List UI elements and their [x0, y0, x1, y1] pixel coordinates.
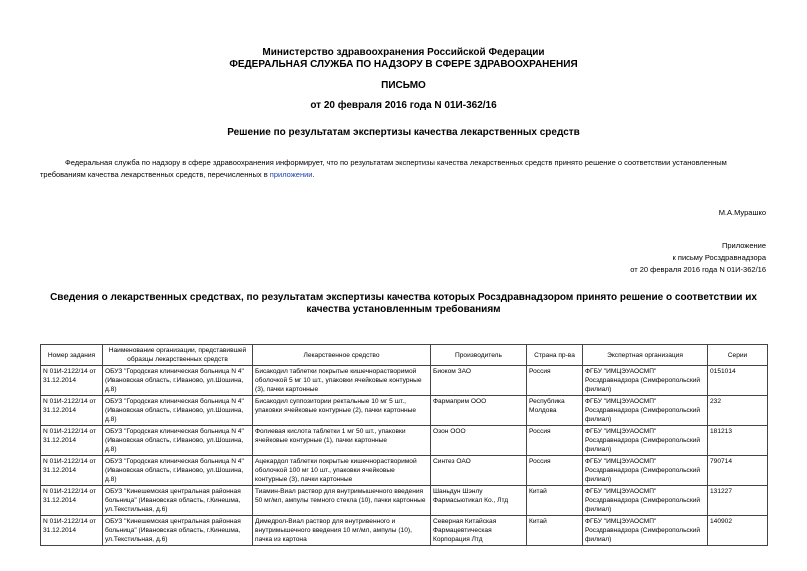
col-manufacturer-cell: Северная Китайская Фармацевтическая Корпорация Лтд: [431, 516, 527, 546]
col-task-number-cell: N 01И-2122/14 от 31.12.2014: [41, 396, 103, 426]
body-text-end: .: [312, 170, 315, 179]
appendix-ref: к письму Росздравнадзора: [672, 253, 766, 262]
col-organization-cell: ОБУЗ "Городская клиническая больница N 4" (Ивановская область, г.Иваново, ул.Шошина, д.8): [103, 426, 253, 456]
table-row: [41, 366, 768, 396]
col-expert-org-cell: ФГБУ "ИМЦЭУАОСМП" Росздравнадзора (Симферопольский филиал): [583, 396, 708, 426]
col-drug-cell: Тиамин-Виал раствор для внутримышечного введения 50 мг/мл, ампулы темного стекла (10), пачки картонные: [253, 486, 431, 516]
appendix-link[interactable]: приложении: [269, 170, 313, 179]
col-drug-cell: Ацекардол таблетки покрытые кишечнорастворимой оболочкой 100 мг 10 шт., упаковки ячейковые контурные (3), пачки картонные: [253, 456, 431, 486]
table-row: [41, 516, 768, 546]
col-expert-org-cell: ФГБУ "ИМЦЭУАОСМП" Росздравнадзора (Симферопольский филиал): [583, 456, 708, 486]
appendix-date: от 20 февраля 2016 года N 01И-362/16: [630, 265, 766, 274]
signature: М.А.Мурашко: [718, 208, 766, 217]
col-drug-cell: Фолиевая кислота таблетки 1 мг 50 шт., упаковки ячейковые контурные (1), пачки картонные: [253, 426, 431, 456]
col-task-number-cell: N 01И-2122/14 от 31.12.2014: [41, 426, 103, 456]
col-manufacturer-cell: Озон ООО: [431, 426, 527, 456]
col-organization-cell: ОБУЗ "Городская клиническая больница N 4" (Ивановская область, г.Иваново, ул.Шошина, д.8): [103, 366, 253, 396]
table-row: [41, 486, 768, 516]
col-expert-org-cell: ФГБУ "ИМЦЭУАОСМП" Росздравнадзора (Симферопольский филиал): [583, 486, 708, 516]
col-organization-header: Наименование организации, представившей образцы лекарственных средств: [103, 345, 253, 366]
col-manufacturer-header: Производитель: [431, 345, 527, 366]
col-task-number-cell: N 01И-2122/14 от 31.12.2014: [41, 366, 103, 396]
col-series-cell: 790714: [708, 456, 768, 486]
col-organization-cell: ОБУЗ "Кинешемская центральная районная больница" (Ивановская область, г.Кинешма, ул.Текстильная, д.6): [103, 516, 253, 546]
col-series-cell: 140902: [708, 516, 768, 546]
col-expert-org-header: Экспертная организация: [583, 345, 708, 366]
letter-title: Решение по результатам экспертизы качества лекарственных средств: [227, 127, 580, 138]
col-country-cell: Республика Молдова: [527, 396, 583, 426]
col-manufacturer-cell: Фармаприм ООО: [431, 396, 527, 426]
doc-date: от 20 февраля 2016 года N 01И-362/16: [310, 100, 497, 111]
table-row: [41, 396, 768, 426]
col-series-cell: 131227: [708, 486, 768, 516]
col-task-number-header: Номер задания: [41, 345, 103, 366]
col-manufacturer-cell: Синтез ОАО: [431, 456, 527, 486]
col-country-cell: Россия: [527, 456, 583, 486]
col-organization-cell: ОБУЗ "Городская клиническая больница N 4" (Ивановская область, г.Иваново, ул.Шошина, д.8): [103, 396, 253, 426]
table-row: [41, 426, 768, 456]
table-header-row: [41, 345, 768, 366]
col-manufacturer-cell: Биоком ЗАО: [431, 366, 527, 396]
table-row: [41, 456, 768, 486]
col-country-header: Страна пр-ва: [527, 345, 583, 366]
col-expert-org-cell: ФГБУ "ИМЦЭУАОСМП" Росздравнадзора (Симферопольский филиал): [583, 366, 708, 396]
col-country-cell: Россия: [527, 366, 583, 396]
col-country-cell: Китай: [527, 486, 583, 516]
col-drug-cell: Димедрол-Виал раствор для внутривенного и внутримышечного введения 10 мг/мл, ампулы (10), пачка из картона: [253, 516, 431, 546]
col-expert-org-cell: ФГБУ "ИМЦЭУАОСМП" Росздравнадзора (Симферопольский филиал): [583, 516, 708, 546]
col-task-number-cell: N 01И-2122/14 от 31.12.2014: [41, 456, 103, 486]
agency-name: ФЕДЕРАЛЬНАЯ СЛУЖБА ПО НАДЗОРУ В СФЕРЕ ЗДРАВООХРАНЕНИЯ: [229, 59, 578, 70]
letter-body: [40, 157, 765, 181]
col-drug-cell: Бисакодил таблетки покрытые кишечнорастворимой оболочкой 5 мг 10 шт., упаковки ячейковые контурные (3), пачки картонные: [253, 366, 431, 396]
col-organization-cell: ОБУЗ "Городская клиническая больница N 4" (Ивановская область, г.Иваново, ул.Шошина, д.8): [103, 456, 253, 486]
col-series-cell: 232: [708, 396, 768, 426]
col-series-header: Серии: [708, 345, 768, 366]
col-drug-header: Лекарственное средство: [253, 345, 431, 366]
col-expert-org-cell: ФГБУ "ИМЦЭУАОСМП" Росздравнадзора (Симферопольский филиал): [583, 426, 708, 456]
drug-table: [40, 344, 768, 546]
col-series-cell: 181213: [708, 426, 768, 456]
col-country-cell: Китай: [527, 516, 583, 546]
col-manufacturer-cell: Шаньдун Шэнлу Фармасьютикал Ко., Лтд: [431, 486, 527, 516]
col-task-number-cell: N 01И-2122/14 от 31.12.2014: [41, 516, 103, 546]
col-organization-cell: ОБУЗ "Кинешемская центральная районная больница" (Ивановская область, г.Кинешма, ул.Текстильная, д.6): [103, 486, 253, 516]
body-text: Федеральная служба по надзору в сфере здравоохранения информирует, что по результатам экспертизы качества лекарственных средств принято решение о соответствии установленным требованиям качества лекарственных средств, перечисленных в: [40, 158, 727, 179]
ministry-name: Министерство здравоохранения Российской Федерации: [262, 47, 545, 58]
col-country-cell: Россия: [527, 426, 583, 456]
doc-type: ПИСЬМО: [381, 80, 426, 91]
col-series-cell: 0151014: [708, 366, 768, 396]
col-drug-cell: Бисакодил суппозитории ректальные 10 мг 5 шт., упаковки ячейковые контурные (2), пачки картонные: [253, 396, 431, 426]
appendix-label: Приложение: [722, 241, 766, 250]
col-task-number-cell: N 01И-2122/14 от 31.12.2014: [41, 486, 103, 516]
appendix-subtitle: Сведения о лекарственных средствах, по результатам экспертизы качества которых Росздравнадзором принято решение о соответствии их качества установленным требованиям: [50, 292, 757, 315]
